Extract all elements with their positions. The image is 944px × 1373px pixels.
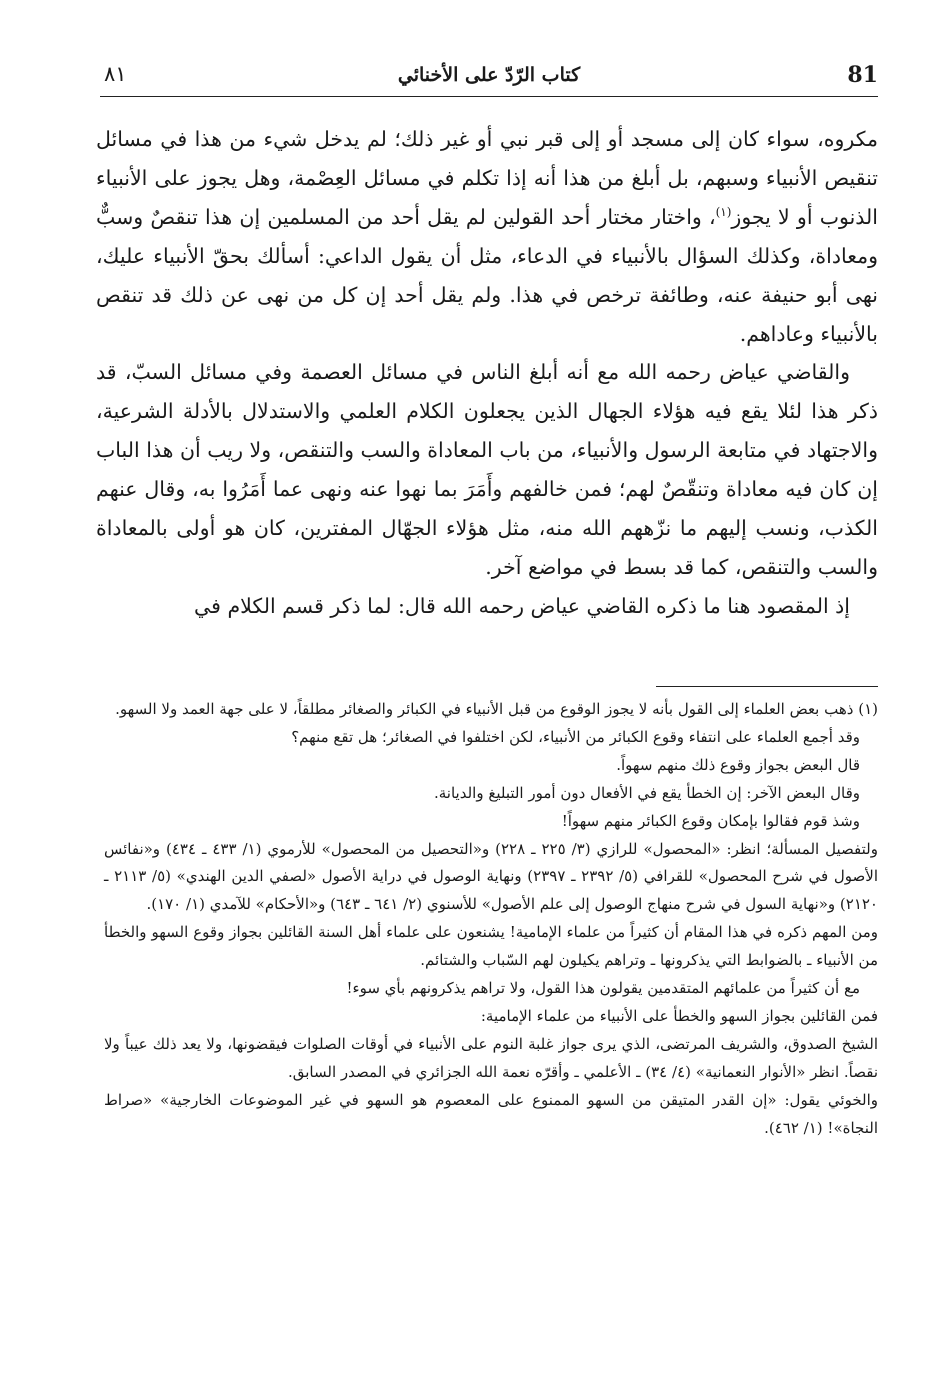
footnote-line: وشذ قوم فقالوا بإمكان وقوع الكبائر منهم سهواً!: [561, 811, 860, 830]
paragraph-1-continuation: ، واختار مختار أحد القولين لم يقل أحد من المسلمين إن هذا تنقصٌ وسبٌّ ومعاداة، وكذلك السؤال بالأنبياء في الدعاء، مثل أن يقول الداعي: أسألك بحقّ الأنبياء عليك، نهى أبو حنيفة عنه، وطائفة ترخص في هذا. ولم يقل أحد إن كل من نهى عن ذلك قد تنقص بالأنبياء وعاداهم.: [96, 204, 878, 346]
main-text: [96, 120, 878, 626]
page-number-latin: 81: [847, 62, 878, 88]
footnote-line: وقال البعض الآخر: إن الخطأ يقع في الأفعال دون أمور التبليغ والديانة.: [433, 783, 860, 802]
paragraph-2: والقاضي عياض رحمه الله مع أنه أبلغ الناس في مسائل العصمة وفي مسائل السبّ، قد ذكر هذا لئلا يقع فيه هؤلاء الجهال الذين يجعلون الكلام العلمي والاستدلال بالأدلة الشرعية، والاجتهاد في متابعة الرسول والأنبياء، من باب المعاداة والسب والتنقص، ولا ريب أن هذا الباب إن كان فيه معاداة وتنقّصٌ لهم؛ فمن خالفهم وأَمَرَ بما نهوا عنه ونهى عما أَمَرُوا به، وقال عنهم الكذب، ونسب إليهم ما نزّههم الله منه، مثل هؤلاء الجهّال المفترين، كان هو أولى بالمعاداة والسب والتنقص، كما قد بسط في مواضع آخر.: [96, 360, 878, 579]
footnotes: [104, 696, 878, 1143]
footnote-1: (١) ذهب بعض العلماء إلى القول بأنه لا يجوز الوقوع من قبل الأنبياء في الكبائر والصغائر مطلقاً، لا على جهة العمد ولا السهو.: [115, 700, 878, 718]
footnote-line: والخوئي يقول: «إن القدر المتيقن من السهو الممنوع على المعصوم هو السهو في غير الموضوعات الخارجية» «صراط النجاة»! (١/ ٤٦٢).: [104, 1090, 878, 1137]
footnote-line: قال البعض بجواز وقوع ذلك منهم سهواً.: [616, 755, 860, 774]
footnote-marker: (١): [715, 204, 732, 219]
footnote-line: ومن المهم ذكره في هذا المقام أن كثيراً من علماء الإمامية! يشنعون على علماء أهل السنة القائلين بجواز وقوع السهو والخطأ من الأنبياء ـ بالضوابط التي يذكرونها ـ وتراهم يكيلون لهم السّباب والشتائم.: [104, 923, 878, 970]
footnote-references: ولتفصيل المسألة؛ انظر: «المحصول» للرازي (٣/ ٢٢٥ ـ ٢٢٨) و«التحصيل من المحصول» للأرموي (١/ ٤٣٣ ـ ٤٣٤) و«نفائس الأصول في شرح المحصول» للقرافي (٥/ ٢٣٩٢ ـ ٢٣٩٧) ونهاية الوصول في دراية الأصول «لصفي الدين الهندي» (٥/ ٢١١٣ ـ ٢١٢٠) و«نهاية السول في شرح منهاج الوصول إلى علم الأصول» للأسنوي (٢/ ٦٤١ ـ ٦٤٣) و«الأحكام» للآمدي (١/ ١٧٠).: [104, 839, 878, 914]
page-number-arabic: ٨١: [104, 62, 127, 86]
paragraph-3: إذ المقصود هنا ما ذكره القاضي عياض رحمه الله قال: لما ذكر قسم الكلام في: [194, 593, 850, 618]
footnote-line: الشيخ الصدوق، والشريف المرتضى، الذي يرى جواز غلبة النوم على الأنبياء في أوقات الصلوات فيقضونها، ولا يعد ذلك عيباً ولا نقصاً. انظر «الأنوار النعمانية» (٤/ ٣٤) ـ الأعلمي ـ وأقرّه نعمة الله الجزائري في المصدر السابق.: [104, 1034, 878, 1081]
paragraph-1-text: مكروه، سواء كان إلى مسجد أو إلى قبر نبي أو غير ذلك؛ لم يدخل شيء من هذا في مسائل تنقيص الأنبياء وسبهم، بل أبلغ من هذا أنه إذا تكلم في مسائل العِصْمة، وهل يجوز على الأنبياء الذنوب أو لا يجوز: [96, 127, 878, 229]
running-title: كتاب الرّدّ على الأخنائي: [397, 64, 581, 86]
footnote-separator: [656, 686, 878, 687]
page-header: [100, 60, 878, 97]
footnote-line: فمن القائلين بجواز السهو والخطأ على الأنبياء من علماء الإمامية:: [480, 1006, 878, 1025]
paragraph-1: [96, 120, 878, 353]
footnote-line: مع أن كثيراً من علمائهم المتقدمين يقولون هذا القول، ولا تراهم يذكرونهم بأي سوء!: [346, 979, 860, 998]
footnote-line: وقد أجمع العلماء على انتفاء وقوع الكبائر من الأنبياء، لكن اختلفوا في الصغائر؛ هل تقع منهم؟: [291, 727, 860, 746]
